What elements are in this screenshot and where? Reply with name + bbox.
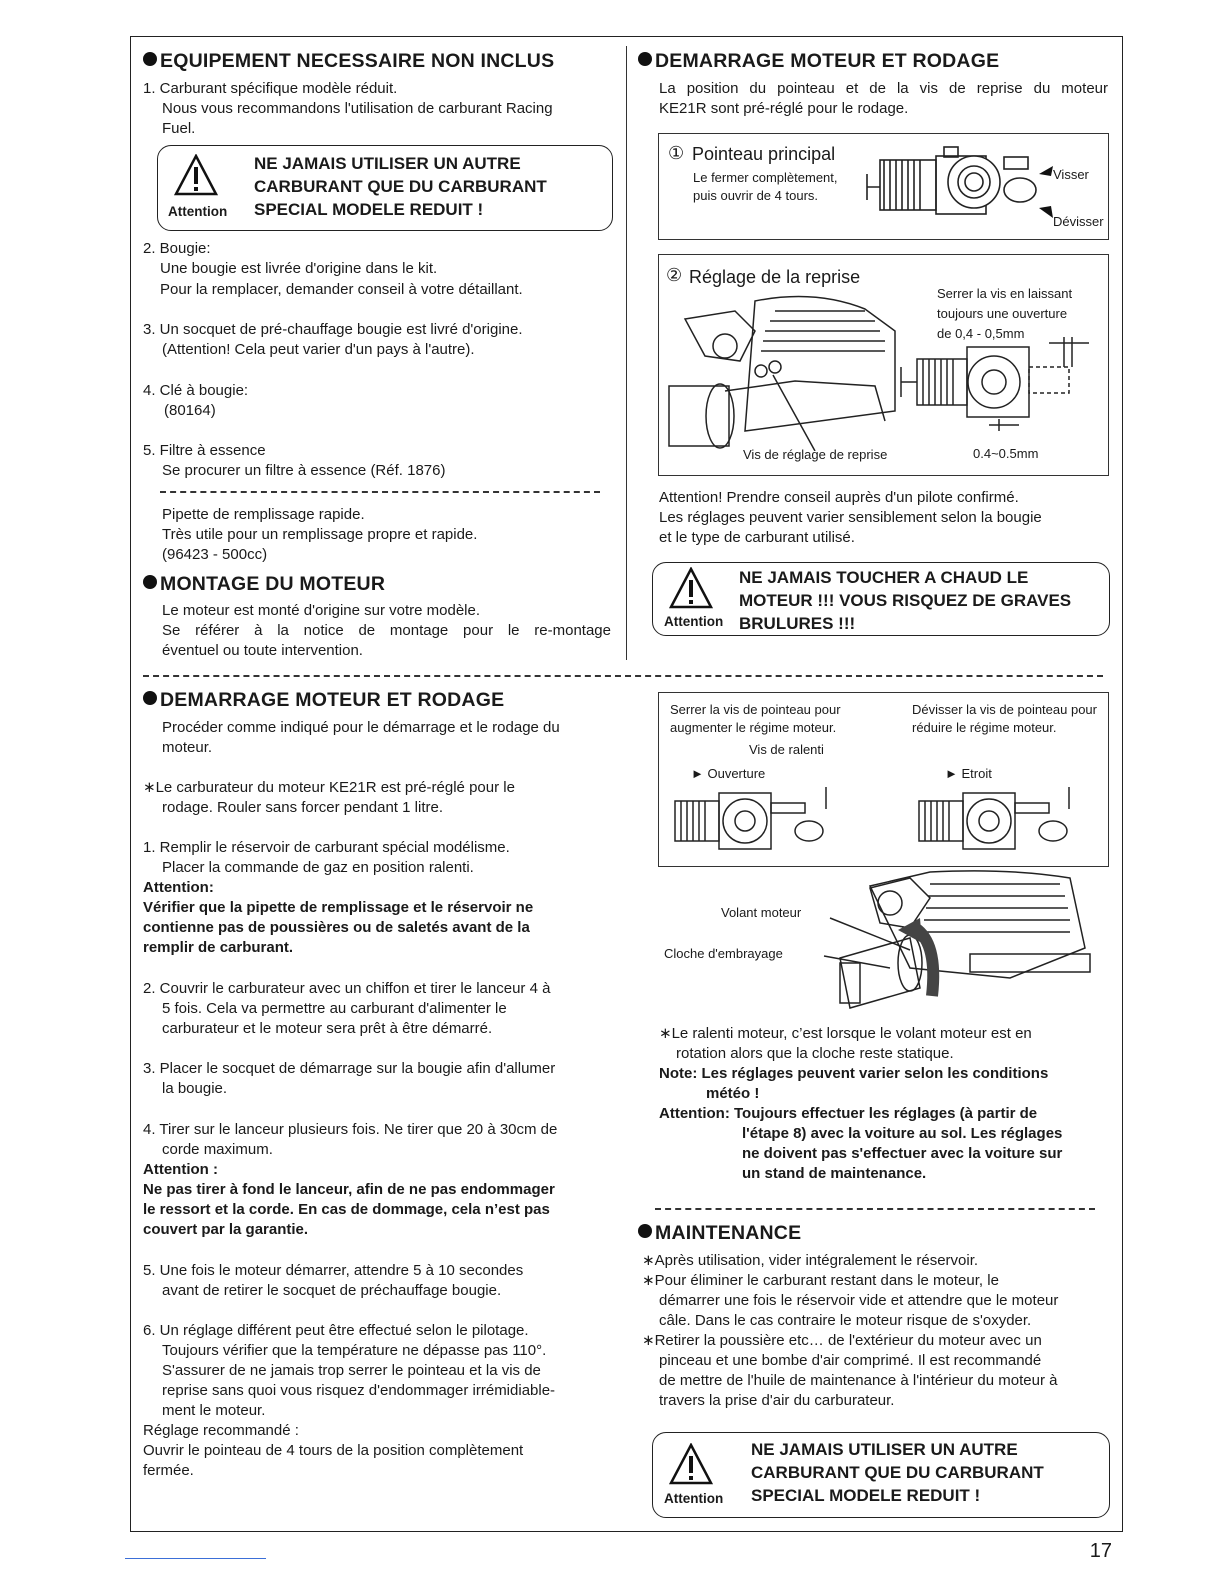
step-2: 2. Couvrir le carburateur avec un chiffon et tirer le lanceur 4 à [143, 980, 551, 997]
figure-pointeau-principal [658, 133, 1109, 240]
figure-caption-2: puis ouvrir de 4 tours. [693, 188, 819, 203]
equip-item4: 4. Clé à bougie: [143, 382, 249, 399]
devisser-line-2: réduire le régime moteur. [912, 720, 1057, 735]
warning-line-1: NE JAMAIS TOUCHER A CHAUD LE [739, 568, 1029, 587]
note-meteo-1: Note: Les réglages peuvent varier selon les conditions [659, 1065, 1049, 1082]
warning-triangle-icon [669, 567, 713, 609]
figure-reglage-reprise [658, 254, 1109, 476]
step-1-attention-3: remplir de carburant. [143, 939, 294, 956]
equip-item5-text: Se procurer un filtre à essence (Réf. 1876) [162, 462, 446, 479]
maintenance-line-3: démarrer une fois le réservoir vide et attendre que le moteur [659, 1292, 1059, 1309]
demarrage-right-line-1: La position du pointeau et de la vis de reprise du moteur [659, 80, 1108, 97]
figure-vis-ralenti [658, 692, 1109, 867]
equip-item3: 3. Un socquet de pré-chauffage bougie est livré d'origine. [143, 321, 523, 338]
demarrage-note-2: rodage. Rouler sans forcer pendant 1 litre. [162, 799, 443, 816]
cloche-embrayage-label: Cloche d'embrayage [664, 946, 783, 961]
equip-item1-text: Nous vous recommandons l'utilisation de carburant Racing [162, 100, 553, 117]
warning-line-3: SPECIAL MODELE REDUIT ! [751, 1486, 981, 1505]
step-1: 1. Remplir le réservoir de carburant spécial modélisme. [143, 839, 510, 856]
attention-label: Attention [664, 1491, 724, 1506]
devisser-label: Dévisser [1053, 214, 1104, 229]
step-6-text: Toujours vérifier que la température ne dépasse pas 110°. [162, 1342, 547, 1359]
section-separator-dashed [143, 675, 1103, 677]
attention-sol-1: Attention: Toujours effectuer les réglages (à partir de [659, 1105, 1038, 1122]
demarrage-intro-1: Procéder comme indiqué pour le démarrage et le rodage du [162, 719, 560, 736]
recommended-setting-1: Ouvrir le pointeau de 4 tours de la position complètement [143, 1442, 524, 1459]
demarrage-note-1: ∗Le carburateur du moteur KE21R est pré-réglé pour le [143, 779, 515, 796]
vis-reprise-label: Vis de réglage de reprise [743, 447, 888, 462]
maintenance-line-2: ∗Pour éliminer le carburant restant dans le moteur, le [642, 1272, 999, 1289]
warning-box-hot [652, 562, 1110, 636]
step-4-text: corde maximum. [162, 1141, 273, 1158]
step-1-attention: Attention: [143, 879, 214, 896]
warning-box-fuel-2 [652, 1432, 1110, 1518]
equip-heading: EQUIPEMENT NECESSAIRE NON INCLUS [143, 50, 554, 73]
figure-caption-1: Le fermer complètement, [693, 170, 838, 185]
step-3: 3. Placer le socquet de démarrage sur la bougie afin d'allumer [143, 1060, 556, 1077]
figure-title: Pointeau principal [692, 144, 836, 164]
step-4-attention-3: couvert par la garantie. [143, 1221, 309, 1238]
bullet-icon [638, 52, 652, 66]
step-5: 5. Une fois le moteur démarrer, attendre 5 à 10 secondes [143, 1262, 524, 1279]
engine-drawing [665, 291, 901, 451]
note-line-1: Attention! Prendre conseil auprès d'un pilote confirmé. [659, 489, 1019, 506]
note-line-2: Les réglages peuvent varier sensiblement selon la bougie [659, 509, 1042, 526]
step-2-text: 5 fois. Cela va permettre au carburant d'alimenter le [162, 1000, 507, 1017]
equip-item5: 5. Filtre à essence [143, 442, 266, 459]
recommended-setting: Réglage recommandé : [143, 1422, 299, 1439]
step-4: 4. Tirer sur le lanceur plusieurs fois. Ne tirer que 20 à 30cm de [143, 1121, 558, 1138]
warning-line-2: CARBURANT QUE DU CARBURANT [751, 1463, 1044, 1482]
equip-item2-text2: Pour la remplacer, demander conseil à votre détaillant. [160, 281, 523, 298]
figure-title: Réglage de la reprise [689, 267, 861, 287]
bullet-icon [143, 575, 157, 589]
attention-sol-4: un stand de maintenance. [742, 1165, 927, 1182]
pipette-line-1: Pipette de remplissage rapide. [162, 506, 365, 523]
warning-line-1: NE JAMAIS UTILISER UN AUTRE [751, 1440, 1018, 1459]
step-3-text: la bougie. [162, 1080, 228, 1097]
equip-item2-text: Une bougie est livrée d'origine dans le kit. [160, 260, 438, 277]
warning-box-fuel [157, 145, 613, 231]
maintenance-line-5: ∗Retirer la poussière etc… de l'extérieur du moteur avec un [642, 1332, 1042, 1349]
figure-caption-2: toujours une ouverture [937, 306, 1068, 321]
carburetor-pair-drawing [671, 785, 1091, 861]
figure-number: ① [668, 143, 685, 163]
step-2-text2: carburateur et le moteur sera prêt à être démarré. [162, 1020, 493, 1037]
step-1-attention-1: Vérifier que la pipette de remplissage et le réservoir ne [143, 899, 534, 916]
note-line-3: et le type de carburant utilisé. [659, 529, 855, 546]
serrer-line-1: Serrer la vis de pointeau pour [670, 702, 841, 717]
bullet-icon [143, 691, 157, 705]
demarrage-right-line-2: KE21R sont pré-réglé pour le rodage. [659, 100, 909, 117]
figure-caption-1: Serrer la vis en laissant [937, 286, 1073, 301]
volant-moteur-label: Volant moteur [721, 905, 802, 920]
montage-line-2: Se référer à la notice de montage pour le re-montage [162, 622, 611, 639]
demarrage-heading-left: DEMARRAGE MOTEUR ET RODAGE [143, 689, 504, 712]
carburetor-detail-drawing [889, 337, 1101, 447]
maintenance-line-7: de mettre de l'huile de maintenance à l'intérieur du moteur à [659, 1372, 1058, 1389]
equip-item2: 2. Bougie: [143, 240, 211, 257]
maintenance-line-1: ∗Après utilisation, vider intégralement le réservoir. [642, 1252, 979, 1269]
warning-line-3: BRULURES !!! [739, 614, 856, 633]
vis-ralenti-label: Vis de ralenti [749, 742, 824, 757]
equip-item4-text: (80164) [164, 402, 216, 419]
equip-item3-text: (Attention! Cela peut varier d'un pays à l'autre). [162, 341, 475, 358]
etroit-label: ► Etroit [945, 766, 992, 781]
step-5-text: avant de retirer le socquet de préchauffage bougie. [162, 1282, 502, 1299]
step-6-text3: reprise sans quoi vous risquez d'endommager irrémidiable- [162, 1382, 556, 1399]
step-4-attention: Attention : [143, 1161, 218, 1178]
attention-label: Attention [168, 204, 228, 219]
bullet-icon [143, 52, 157, 66]
warning-line-2: MOTEUR !!! VOUS RISQUEZ DE GRAVES [739, 591, 1072, 610]
serrer-line-2: augmenter le régime moteur. [670, 720, 837, 735]
recommended-setting-2: fermée. [143, 1462, 194, 1479]
step-4-attention-2: le ressort et la corde. En cas de dommage, cela n’est pas [143, 1201, 550, 1218]
attention-label: Attention [664, 614, 724, 629]
warning-line-3: SPECIAL MODELE REDUIT ! [254, 200, 484, 219]
note-meteo-2: météo ! [706, 1085, 760, 1102]
ralenti-line-2: rotation alors que la cloche reste statique. [676, 1045, 954, 1062]
equip-item1: 1. Carburant spécifique modèle réduit. [143, 80, 398, 97]
warning-triangle-icon [669, 1443, 713, 1485]
attention-sol-3: ne doivent pas s'effectuer avec la voiture sur [742, 1145, 1063, 1162]
dimension-label: 0.4~0.5mm [973, 446, 1039, 461]
devisser-line-1: Dévisser la vis de pointeau pour [912, 702, 1097, 717]
maintenance-line-6: pinceau et une bombe d'air comprimé. Il est recommandé [659, 1352, 1042, 1369]
separator-dashed [160, 491, 600, 493]
maintenance-line-8: travers la prise d'air du carburateur. [659, 1392, 895, 1409]
demarrage-heading-right: DEMARRAGE MOTEUR ET RODAGE [638, 50, 999, 73]
visser-label: Visser [1053, 167, 1089, 182]
step-1-attention-2: contienne pas de poussières ou de saletés avant de la [143, 919, 530, 936]
warning-line-1: NE JAMAIS UTILISER UN AUTRE [254, 154, 521, 173]
ouverture-label: ► Ouverture [691, 766, 766, 781]
carburetor-drawing [864, 142, 1044, 232]
montage-line-1: Le moteur est monté d'origine sur votre modèle. [162, 602, 481, 619]
clutch-engine-drawing [810, 868, 1100, 1018]
ralenti-line-1: ∗Le ralenti moteur, c’est lorsque le volant moteur est en [659, 1025, 1032, 1042]
page-number: 17 [1089, 1540, 1112, 1562]
bullet-icon [638, 1224, 652, 1238]
figure-caption-3: de 0,4 - 0,5mm [937, 326, 1025, 341]
attention-sol-2: l'étape 8) avec la voiture au sol. Les réglages [742, 1125, 1063, 1142]
maintenance-heading: MAINTENANCE [638, 1222, 801, 1245]
demarrage-intro-2: moteur. [162, 739, 213, 756]
montage-line-3: éventuel ou toute intervention. [162, 642, 363, 659]
footer-line [125, 1558, 266, 1559]
step-6-text2: S'assurer de ne jamais trop serrer le pointeau et la vis de [162, 1362, 541, 1379]
step-1-text: Placer la commande de gaz en position ralenti. [162, 859, 474, 876]
maintenance-line-4: câle. Dans le cas contraire le moteur risque de s'oxyder. [659, 1312, 1032, 1329]
warning-triangle-icon [174, 154, 218, 196]
montage-heading: MONTAGE DU MOTEUR [143, 573, 385, 596]
step-4-attention-1: Ne pas tirer à fond le lanceur, afin de ne pas endommager [143, 1181, 555, 1198]
separator-dashed [655, 1208, 1095, 1210]
pipette-line-2: Très utile pour un remplissage propre et rapide. [162, 526, 478, 543]
column-divider [626, 46, 627, 660]
warning-line-2: CARBURANT QUE DU CARBURANT [254, 177, 547, 196]
pipette-line-3: (96423 - 500cc) [162, 546, 268, 563]
step-6-text4: ment le moteur. [162, 1402, 266, 1419]
equip-item1-text2: Fuel. [162, 120, 196, 137]
step-6: 6. Un réglage différent peut être effectué selon le pilotage. [143, 1322, 529, 1339]
figure-number: ② [666, 265, 683, 285]
